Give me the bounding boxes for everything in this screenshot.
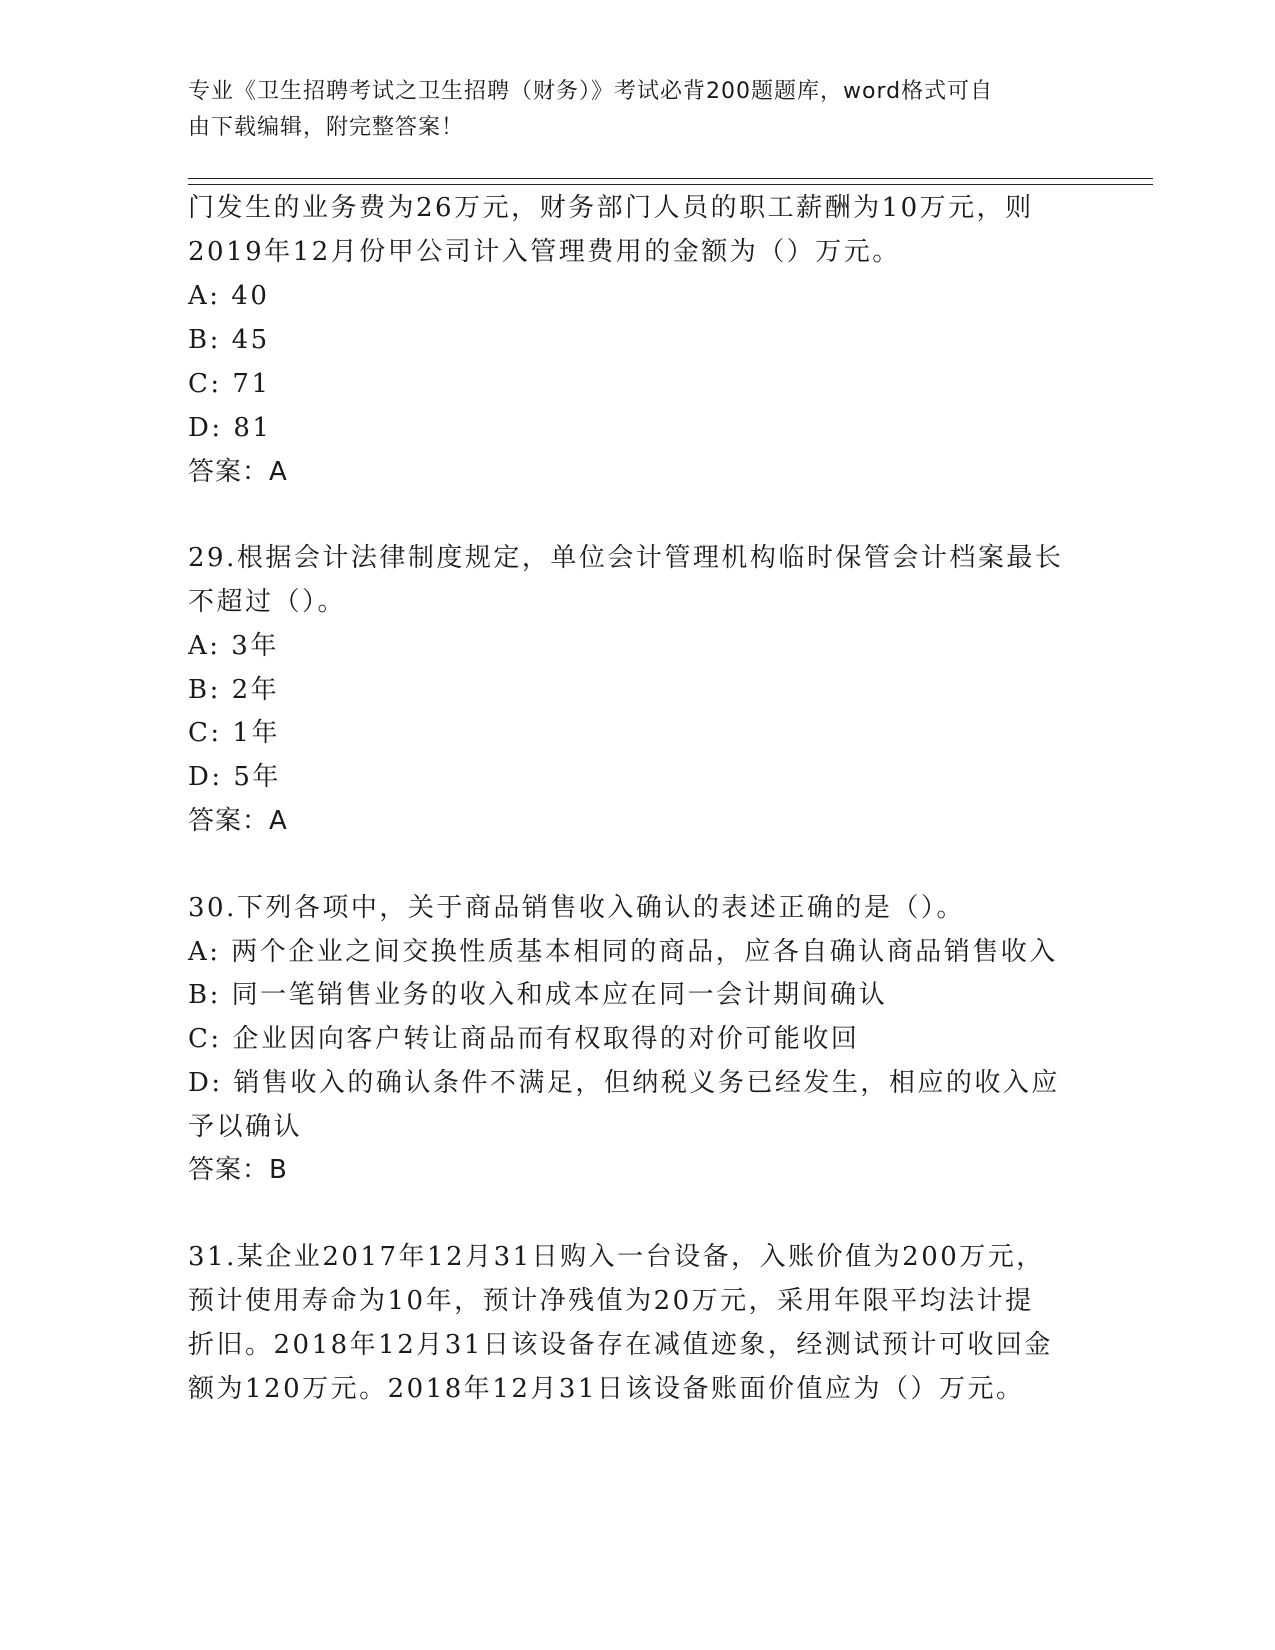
option-c: C: 企业因向客户转让商品而有权取得的对价可能收回	[188, 1024, 860, 1054]
option-d: D: 5年	[188, 762, 281, 792]
option-b: B: 2年	[188, 675, 280, 705]
option-b: B: 同一笔销售业务的收入和成本应在同一会计期间确认	[188, 980, 888, 1010]
question-text-line: 29.根据会计法律制度规定，单位会计管理机构临时保管会计档案最长	[188, 543, 1064, 573]
question-text-line: 额为120万元。2018年12月31日该设备账面价值应为（）万元。	[188, 1374, 1025, 1404]
question-text-line: 预计使用寿命为10年，预计净残值为20万元，采用年限平均法计提	[188, 1286, 1034, 1316]
option-a: A: 40	[188, 281, 270, 311]
header-line-2: 由下载编辑，附完整答案！	[188, 115, 465, 140]
header-divider-top	[188, 178, 1153, 179]
question-text-line: 门发生的业务费为26万元，财务部门人员的职工薪酬为10万元，则	[188, 193, 1034, 223]
option-d-continued: 予以确认	[188, 1112, 303, 1142]
option-c: C: 71	[188, 369, 271, 399]
answer-line: 答案：B	[188, 1155, 288, 1185]
option-c: C: 1年	[188, 718, 280, 748]
option-d: D: 销售收入的确认条件不满足，但纳税义务已经发生，相应的收入应	[188, 1068, 1060, 1098]
option-a: A: 两个企业之间交换性质基本相同的商品，应各自确认商品销售收入	[188, 937, 1058, 967]
header-divider-bottom	[188, 184, 1153, 185]
question-text-line: 折旧。2018年12月31日该设备存在减值迹象，经测试预计可收回金	[188, 1330, 1053, 1360]
question-text-line: 不超过（）。	[188, 587, 347, 617]
option-d: D: 81	[188, 413, 272, 443]
question-text-line: 31.某企业2017年12月31日购入一台设备，入账价值为200万元，	[188, 1242, 1045, 1272]
document-header	[188, 74, 1068, 146]
option-a: A: 3年	[188, 631, 279, 661]
question-text-line: 30.下列各项中，关于商品销售收入确认的表述正确的是（）。	[188, 893, 965, 923]
answer-line: 答案：A	[188, 806, 288, 836]
answer-line: 答案：A	[188, 457, 288, 487]
question-text-line: 2019年12月份甲公司计入管理费用的金额为（）万元。	[188, 237, 901, 267]
header-line-1: 专业《卫生招聘考试之卫生招聘（财务）》考试必背200题题库，word格式可自	[188, 79, 994, 104]
option-b: B: 45	[188, 325, 270, 355]
